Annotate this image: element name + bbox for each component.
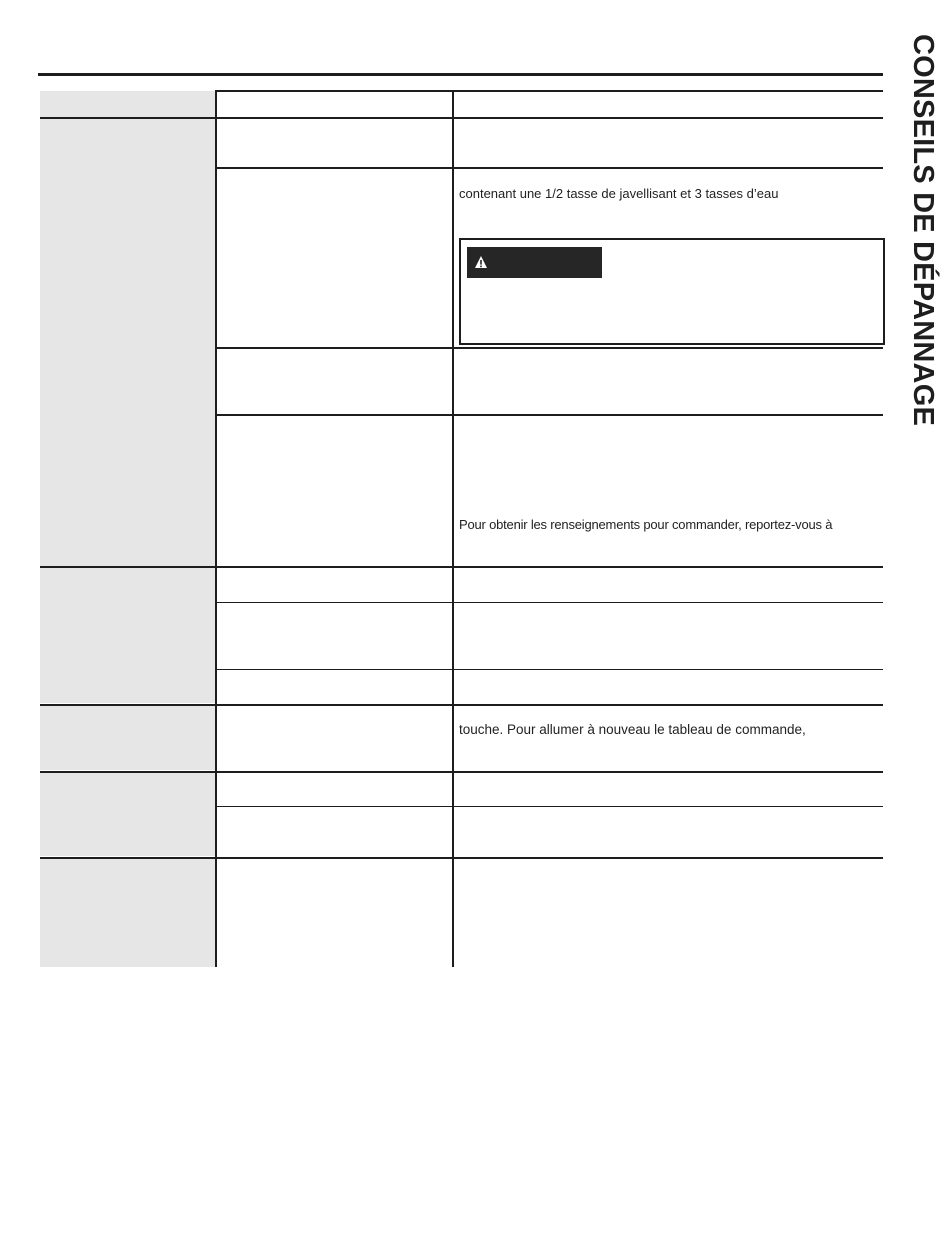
section-divider xyxy=(40,857,883,859)
control-panel-text: touche. Pour allumer à nouveau le tableau de commande, xyxy=(459,722,806,737)
column-divider-2 xyxy=(452,91,454,967)
category-cell-3 xyxy=(40,706,215,770)
section-divider xyxy=(40,566,883,568)
row-divider xyxy=(215,602,883,603)
warning-triangle-icon xyxy=(474,255,488,269)
category-cell-2 xyxy=(40,568,215,703)
category-cell-1 xyxy=(40,119,215,566)
section-divider xyxy=(40,771,883,773)
category-cell-5 xyxy=(40,859,215,967)
category-cell-4 xyxy=(40,773,215,856)
row-divider xyxy=(215,347,883,349)
column-divider-1 xyxy=(215,91,217,967)
row-divider xyxy=(215,414,883,416)
row-divider xyxy=(215,669,883,670)
bleach-solution-text: contenant une 1/2 tasse de javellisant et 3 tasses d’eau xyxy=(459,186,779,201)
header-rule-bottom xyxy=(40,117,883,119)
section-divider xyxy=(40,704,883,706)
ordering-info-text: Pour obtenir les renseignements pour commander, reportez-vous à xyxy=(459,517,833,532)
row-divider xyxy=(215,806,883,807)
header-rule-top xyxy=(215,90,883,92)
warning-box xyxy=(459,238,885,345)
top-rule xyxy=(38,73,883,76)
header-gray-cell xyxy=(40,91,215,117)
section-title-vertical: CONSEILS DE DÉPANNAGE xyxy=(907,34,939,426)
row-divider xyxy=(215,167,883,169)
warning-header xyxy=(467,247,602,278)
